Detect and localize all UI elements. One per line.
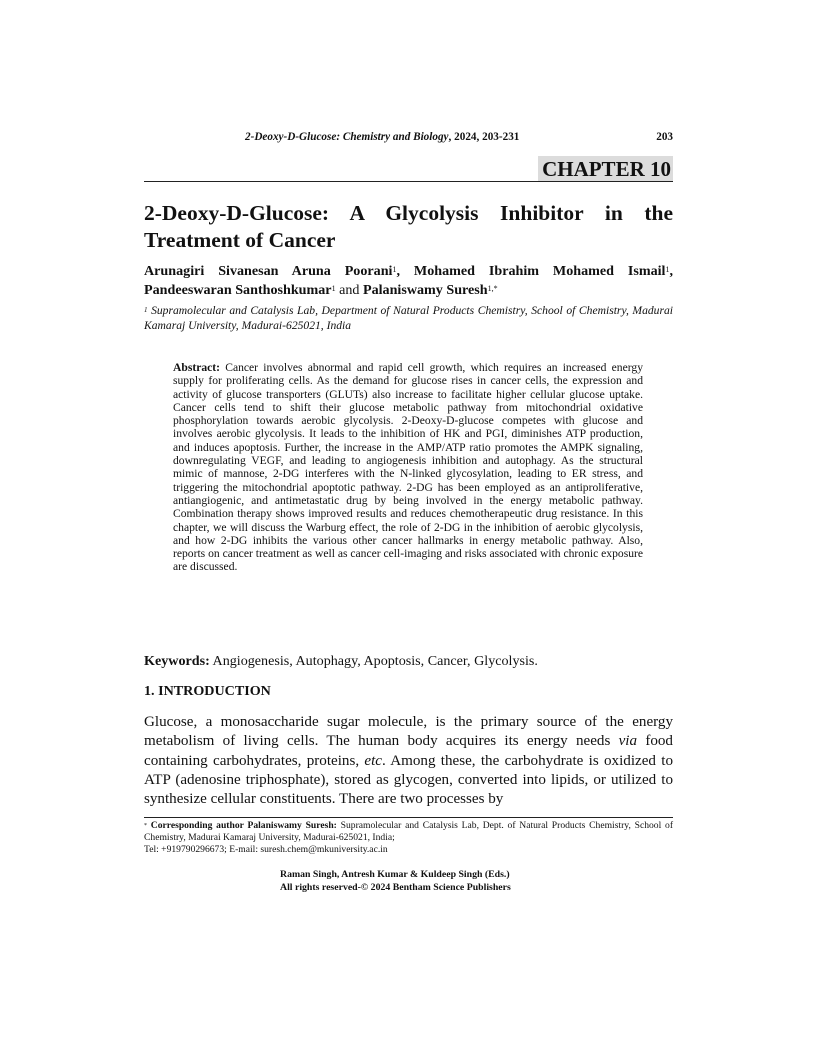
author-separator: , [669,263,674,279]
affiliation-text: Supramolecular and Catalysis Lab, Department of Natural Products Chemistry, School of Chemistry, Madurai Kamaraj University, Madurai-625021, India [144,304,673,332]
author-name: Palaniswamy Suresh [362,282,488,298]
footnote-text: Supramolecular and Catalysis Lab, Dept. of Natural Products Chemistry, School of Chemistry, Madurai Kamaraj University, Madurai-625021, India; [144,820,674,843]
author-name: Pandeeswaran Santhoshkumar [144,282,332,298]
intro-text: food containing carbohydrates, proteins, [144,733,673,769]
keywords [144,652,673,670]
running-head [144,131,673,147]
author-separator: and [335,282,363,298]
affiliation [144,303,673,333]
intro-paragraph [144,713,673,809]
keywords-text: Angiogenesis, Autophagy, Apoptosis, Cancer, Glycolysis. [212,653,538,669]
author-separator: , [396,263,414,279]
editors-credit [280,868,540,894]
intro-text: . Among these, the carbohydrate is oxidized to ATP (adenosine triphosphate), stored as glycogen, converted into lipids, or utilized to synthesize cellular constituents. There are two processes by [144,752,673,808]
page-number: 203 [656,131,673,143]
keywords-label: Keywords: [144,653,210,669]
chapter-title: 2-Deoxy-D-Glucose: A Glycolysis Inhibitor in the Treatment of Cancer [144,201,673,252]
intro-italic-via: via [618,733,638,750]
author-affil-marker: 1,* [487,284,498,293]
copyright-line: All rights reserved-© 2024 Bentham Science Publishers [280,882,511,893]
abstract-label: Abstract: [173,361,221,374]
footnote-divider [144,817,673,818]
journal-title: 2-Deoxy-D-Glucose: Chemistry and Biology [245,131,449,143]
author-affil-marker: 1 [392,265,397,274]
editors-line: Raman Singh, Antresh Kumar & Kuldeep Singh (Eds.) [280,869,510,880]
page [144,0,673,1056]
footnote-marker: * [144,823,147,829]
affiliation-marker: 1 [144,306,148,314]
footnote [144,820,673,856]
author-affil-marker: 1 [331,284,336,293]
journal-year-pages: , 2024, 203-231 [448,131,520,143]
abstract [173,361,643,574]
author-affil-marker: 1 [665,265,670,274]
section-heading: 1. INTRODUCTION [144,683,271,699]
intro-italic-etc: etc [364,752,382,769]
chapter-divider [144,181,673,182]
author-name: Arunagiri Sivanesan Aruna Poorani [144,263,393,279]
intro-text: Glucose, a monosaccharide sugar molecule, is the primary source of the energy metabolism of living cells. The human body acquires its energy needs [144,714,673,750]
author-list [144,262,673,300]
footnote-contact: Tel: +919790296673; E-mail: suresh.chem@mkuniversity.ac.in [144,844,388,855]
author-name: Mohamed Ibrahim Mohamed Ismail [413,263,666,279]
abstract-text: Cancer involves abnormal and rapid cell growth, which requires an increased energy supply for proliferating cells. As the demand for glucose rises in cancer cells, the expression and activity of glucose transporters (GLUTs) also increase to facilitate higher cellular glucose uptake. Cancer cells tend to shift their glucose metabolic pathway from mitochondrial oxidative phosphorylation towards aerobic glycolysis. 2-Deoxy-D-glucose competes with glucose and involves aerobic glycolysis. It leads to the inhibition of HK and PGI, diminishes ATP production, and induces apoptosis. Further, the increase in the AMP/ATP ratio promotes the AMPK signaling, downregulating VEGF, and leading to angiogenesis inhibition and autophagy. As the structural mimic of mannose, 2-DG interferes with the N-linked glycosylation, leading to ER stress, and triggering the mitochondrial apoptotic pathway. 2-DG has been employed as an antiproliferative, antiangiogenic, and antimetastatic drug by being involved in the energy metabolic pathway. Combination therapy shows improved results and reduces chemotherapeutic drug resistance. In this chapter, we will discuss the Warburg effect, the role of 2-DG in the inhibition of aerobic glycolysis, and how 2-DG inhibits the various other cancer hallmarks in energy metabolic pathway. Also, reports on cancer treatment as well as cancer cell-imaging and risks associated with chronic exposure are discussed. [173,361,644,574]
chapter-label: CHAPTER 10 [538,156,673,181]
running-head-journal [245,131,519,143]
footnote-label: Corresponding author Palaniswamy Suresh: [150,820,337,831]
